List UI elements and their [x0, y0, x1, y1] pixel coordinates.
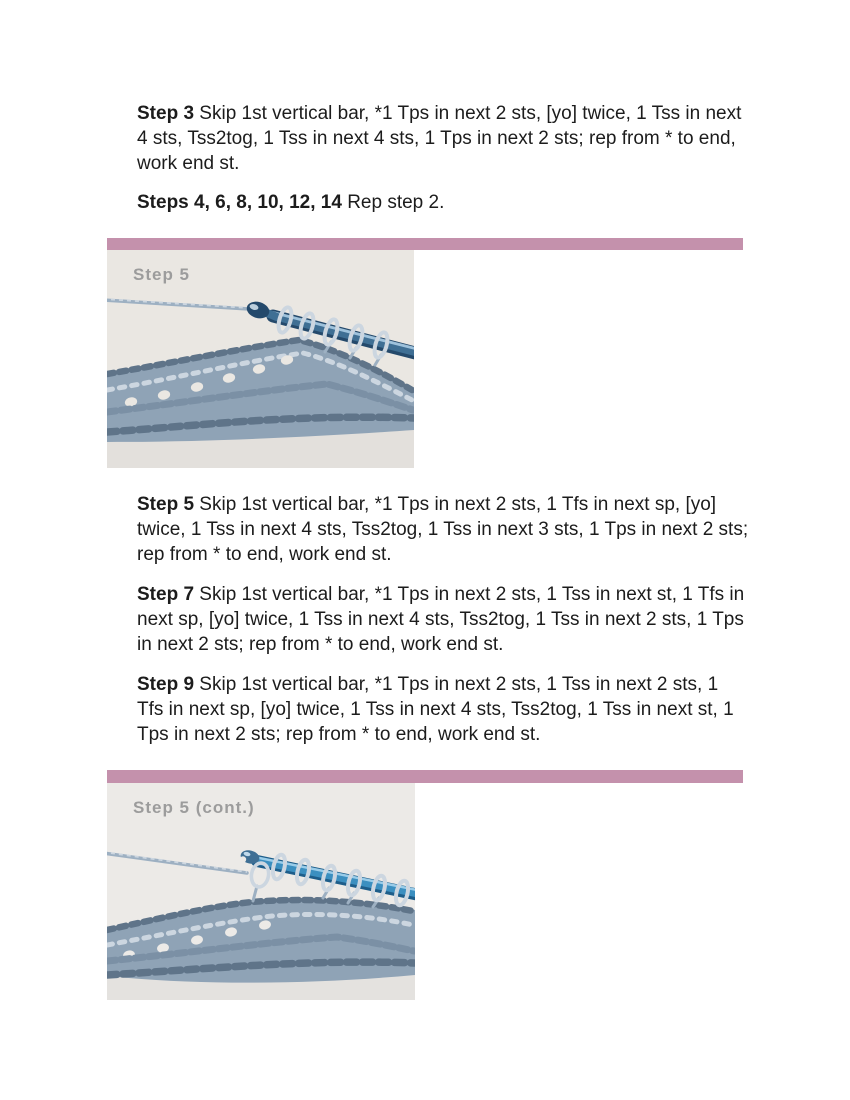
step-9-text: Skip 1st vertical bar, *1 Tps in next 2 sts, 1 Tss in next 2 sts, 1 Tfs in next sp, [yo] twice, 1 Tss in next 4 sts, Tss2tog, 1 Tss in next st, 1 Tps in next 2 sts; rep from * to end, work end st.: [137, 674, 734, 745]
figure-step-5-cont-photo: [107, 783, 415, 1000]
pink-divider-bar: [107, 238, 743, 250]
steps-4-14-text: Rep step 2.: [341, 192, 445, 213]
step-3-paragraph: [137, 101, 749, 176]
step-7-text: Skip 1st vertical bar, *1 Tps in next 2 sts, 1 Tss in next st, 1 Tfs in next sp, [yo] twice, 1 Tss in next 4 sts, Tss2tog, 1 Tss in next 2 sts, 1 Tps in next 2 sts; rep from * to end, work end st.: [137, 584, 745, 655]
step-7-label: Step 7: [137, 584, 195, 605]
step-5-label: Step 5: [137, 494, 195, 515]
step-3-text: Skip 1st vertical bar, *1 Tps in next 2 sts, [yo] twice, 1 Tss in next 4 sts, Tss2tog, 1 Tss in next 4 sts, 1 Tps in next 2 sts; rep from * to end, work end st.: [137, 103, 742, 174]
step-7-paragraph: [137, 582, 749, 657]
step-3-label: Step 3: [137, 103, 195, 124]
steps-4-14-paragraph: [137, 190, 749, 215]
step-9-label: Step 9: [137, 674, 195, 695]
pink-divider-bar: [107, 770, 743, 783]
step-9-paragraph: [137, 672, 749, 747]
step-5-paragraph: [137, 492, 749, 567]
step-5-text: Skip 1st vertical bar, *1 Tps in next 2 sts, 1 Tfs in next sp, [yo] twice, 1 Tss in next 4 sts, Tss2tog, 1 Tss in next 3 sts, 1 Tps in next 2 sts; rep from * to end, work end st.: [137, 494, 749, 565]
figure-step-5-cont-caption: Step 5 (cont.): [133, 798, 255, 817]
figure-step-5-photo: [107, 250, 414, 468]
figure-step-5-caption: Step 5: [133, 265, 191, 284]
steps-4-14-label: Steps 4, 6, 8, 10, 12, 14: [137, 192, 342, 213]
